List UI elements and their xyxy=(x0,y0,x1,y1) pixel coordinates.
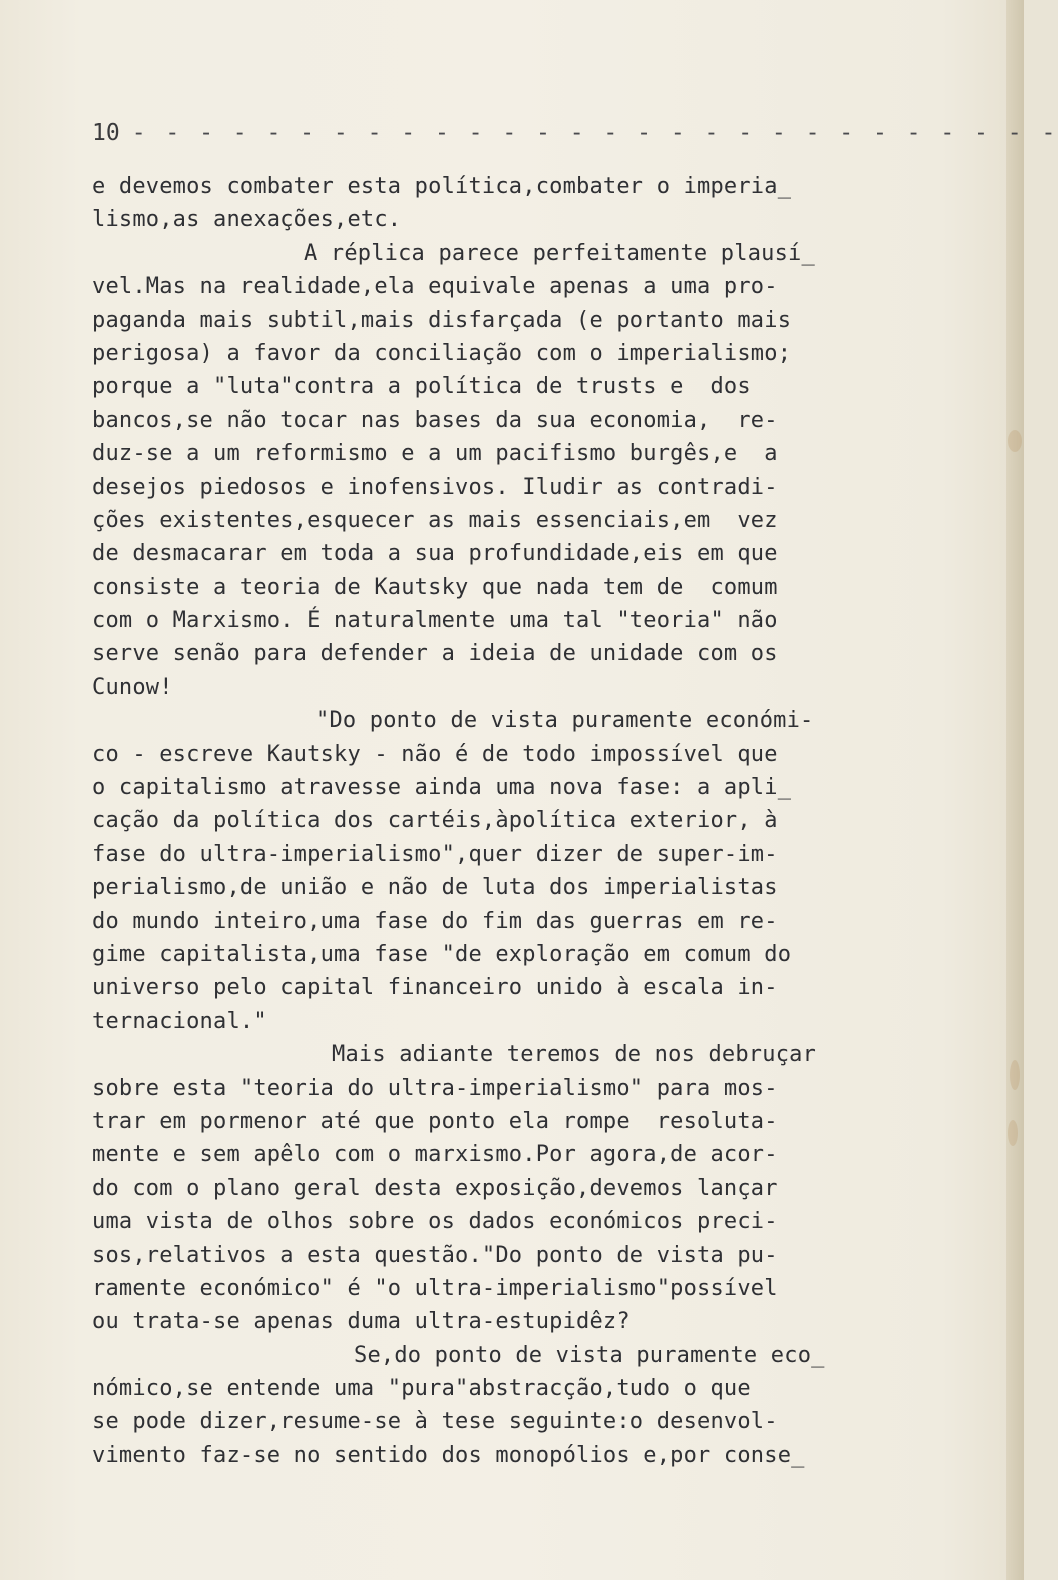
text-line: lismo,as anexações,etc. xyxy=(92,207,402,233)
header-rule: - - - - - - - - - - - - - - - - - - - - - - - - - - - - xyxy=(131,120,1058,146)
text-line: mente e sem apêlo com o marxismo.Por agora,de acor- xyxy=(92,1142,778,1168)
page-edge-shadow xyxy=(1006,0,1024,1580)
text-line: cação da política dos cartéis,àpolítica exterior, à xyxy=(92,808,778,834)
text-line: com o Marxismo. É naturalmente uma tal "teoria" não xyxy=(92,608,778,634)
body-text xyxy=(92,170,922,1472)
text-line: gime capitalista,uma fase "de exploração em comum do xyxy=(92,941,792,967)
text-line: de desmacarar em toda a sua profundidade,eis em que xyxy=(92,541,778,567)
text-line: ramente económico" é "o ultra-imperialismo"possível xyxy=(92,1275,778,1301)
text-line: vimento faz-se no sentido dos monopólios e,por conse_ xyxy=(92,1442,805,1468)
text-line: trar em pormenor até que ponto ela rompe resoluta- xyxy=(92,1108,778,1134)
text-line: do mundo inteiro,uma fase do fim das guerras em re- xyxy=(92,908,778,934)
text-line: e devemos combater esta política,combater o imperia_ xyxy=(92,174,792,199)
page-number: 10 xyxy=(92,120,120,146)
text-line: o capitalismo atravesse ainda uma nova fase: a apli_ xyxy=(92,775,792,801)
text-line: vel.Mas na realidade,ela equivale apenas a uma pro- xyxy=(92,274,778,300)
paper-stain xyxy=(1010,1060,1020,1090)
text-line: nómico,se entende uma "pura"abstracção,tudo o que xyxy=(92,1376,751,1402)
text-line: bancos,se não tocar nas bases da sua economia, re- xyxy=(92,407,778,433)
text-line: Se,do ponto de vista puramente eco_ xyxy=(354,1342,825,1368)
text-line: uma vista de olhos sobre os dados económicos preci- xyxy=(92,1209,778,1235)
text-line: do com o plano geral desta exposição,devemos lançar xyxy=(92,1175,778,1201)
text-line: ou trata-se apenas duma ultra-estupidêz? xyxy=(92,1309,630,1335)
text-line: duz-se a um reformismo e a um pacifismo burgês,e a xyxy=(92,441,778,467)
paper-stain xyxy=(1008,430,1022,452)
text-line: Mais adiante teremos de nos debruçar xyxy=(332,1042,817,1068)
text-line: ternacional." xyxy=(92,1008,267,1034)
text-line: perigosa) a favor da conciliação com o imperialismo; xyxy=(92,340,792,366)
text-line: consiste a teoria de Kautsky que nada tem de comum xyxy=(92,574,778,600)
text-line: ções existentes,esquecer as mais essenciais,em vez xyxy=(92,507,778,533)
text-line: universo pelo capital financeiro unido à escala in- xyxy=(92,975,778,1001)
text-line: perialismo,de união e não de luta dos imperialistas xyxy=(92,875,778,901)
text-line: se pode dizer,resume-se à tese seguinte:o desenvol- xyxy=(92,1409,778,1435)
text-line: sobre esta "teoria do ultra-imperialismo" para mos- xyxy=(92,1075,778,1101)
text-line: "Do ponto de vista puramente económi- xyxy=(316,708,814,734)
text-line: co - escreve Kautsky - não é de todo impossível que xyxy=(92,741,778,767)
text-line: fase do ultra-imperialismo",quer dizer de super-im- xyxy=(92,841,778,867)
text-line: Cunow! xyxy=(92,674,173,700)
text-line: A réplica parece perfeitamente plausí_ xyxy=(304,240,815,266)
text-line: sos,relativos a esta questão."Do ponto de vista pu- xyxy=(92,1242,778,1268)
paper-stain xyxy=(1008,1120,1018,1146)
page-header xyxy=(92,120,1058,146)
text-line: paganda mais subtil,mais disfarçada (e portanto mais xyxy=(92,307,792,333)
text-line: serve senão para defender a ideia de unidade com os xyxy=(92,641,778,667)
text-line: porque a "luta"contra a política de trusts e dos xyxy=(92,374,751,400)
text-line: desejos piedosos e inofensivos. Iludir as contradi- xyxy=(92,474,778,500)
